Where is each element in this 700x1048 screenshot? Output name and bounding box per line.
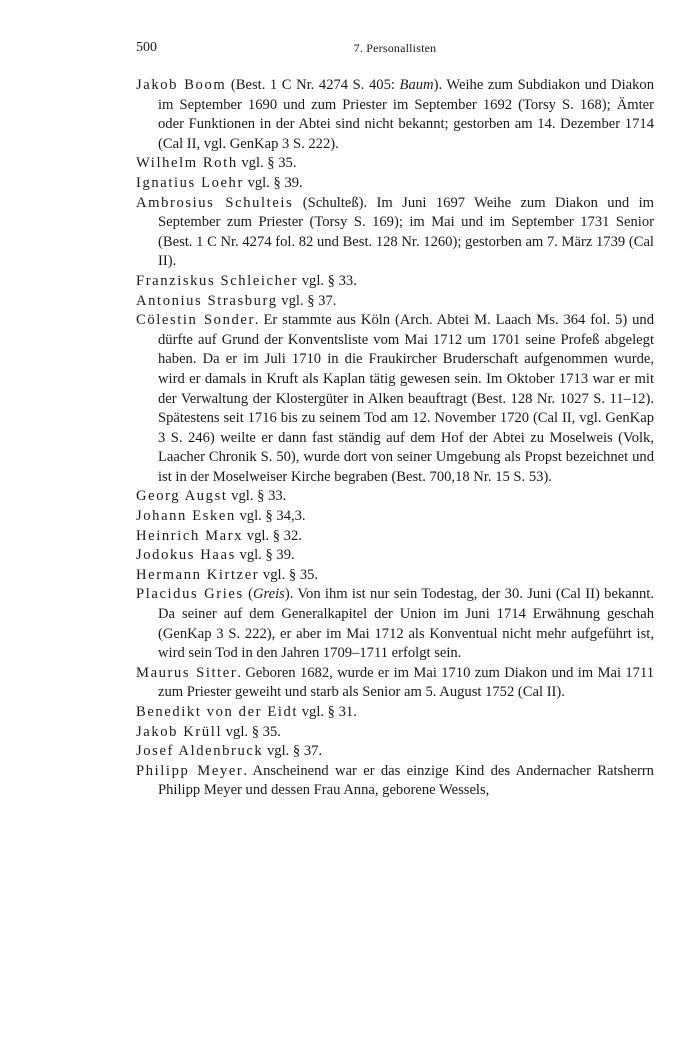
entry-text: ( (243, 586, 253, 603)
entry-text: vgl. § 35. (259, 566, 319, 583)
person-name: Heinrich Marx (136, 527, 244, 544)
person-name: Placidus Gries (136, 586, 244, 603)
person-name: Jakob Krüll (136, 723, 223, 740)
person-name: Ambrosius Schulteis (136, 194, 294, 211)
list-entry (136, 762, 654, 801)
person-name: Jakob Boom (136, 77, 227, 93)
page-number: 500 (136, 40, 157, 55)
entry-text: (Schulteß). Im Juni 1697 Weihe zum Diakon und im September zum Priester (Torsy S. 169); im Mai und im September 1731 Senior (Best. 1 C Nr. 4274 fol. 82 und Best. 128 Nr. 1260); gestorben am 7. März 1739 (Cal II). (158, 194, 654, 270)
entry-text: vgl. § 39. (243, 174, 303, 191)
name-variant: Greis (252, 586, 285, 603)
entry-text: . Er stammte aus Köln (Arch. Abtei M. Laach Ms. 364 fol. 5) und dürfte auf Grund der Konventsliste vom Mai 1712 um 1701 seine Profeß abgelegt haben. Da er im Juli 1710 in die Fraukircher Bruderschaft aufgenommen wurde, wird er damals in Kruft als Kaplan tätig gewesen sein. Im Oktober 1713 war er mit der Verwaltung der Klostergüter in Alken beauftragt (Best. 128 Nr. 1027 S. 11–12). Spätestens seit 1716 bis zu seinem Tod am 12. November 1720 (Cal II, vgl. GenKap 3 S. 246) weilte er dann fast ständig auf dem Hof der Abtei zu Moselweis (Volk, Laacher Chronik S. 50), wurde dort von seiner Umgebung als Propst bezeichnet und ist in der Moselweiser Kirche begraben (Best. 700,18 Nr. 15 S. 53). (158, 312, 654, 485)
entry-text: . Geboren 1682, wurde er im Mai 1710 zum Diakon und im Mai 1711 zum Priester geweiht und starb als Senior am 5. August 1752 (Cal II). (158, 664, 655, 701)
list-entry (136, 566, 654, 586)
list-entry (136, 546, 654, 566)
entry-text: vgl. § 37. (277, 292, 337, 309)
person-name: Benedikt von der Eidt (136, 704, 299, 720)
list-entry (136, 585, 654, 663)
list-entry (136, 742, 654, 762)
person-name: Franziskus Schleicher (136, 272, 299, 289)
page-header (136, 40, 654, 64)
running-head: 7. Personallisten (353, 41, 437, 55)
entry-text: ). Weihe zum Subdiakon und Diakon im September 1690 und zum Priester im September 1692 (Torsy S. 168); Ämter oder Funktionen in der Abtei sind nicht bekannt; gestorben am 14. Dezember 1714 (Cal II, vgl. GenKap 3 S. 222). (158, 77, 655, 152)
entry-text: . Anscheinend war er das einzige Kind des Andernacher Ratsherrn Philipp Meyer und dessen Frau Anna, geborene Wessels, (158, 762, 654, 799)
name-variant: Baum (399, 77, 434, 93)
document-page (136, 40, 654, 801)
person-name: Hermann Kirtzer (136, 566, 260, 583)
entry-text: ). Von ihm ist nur sein Todestag, der 30. Juni (Cal II) bekannt. Da seiner auf dem Generalkapitel der Union im Juni 1714 Erwähnung geschah (GenKap 3 S. 222), er aber im Mai 1712 als Konventual nicht mehr aufgeführt ist, wird sein Tod in den Jahren 1709–1711 erfolgt sein. (158, 586, 654, 662)
list-entry (136, 76, 654, 154)
list-entry (136, 292, 654, 312)
list-entry (136, 527, 654, 547)
entry-text: vgl. § 39. (235, 547, 295, 564)
entry-text: vgl. § 31. (298, 704, 357, 720)
entry-text: vgl. § 35. (237, 155, 297, 172)
list-entry (136, 194, 654, 272)
list-entry (136, 487, 654, 507)
person-name: Maurus Sitter (136, 664, 238, 681)
person-name: Cölestin Sonder (136, 312, 255, 329)
entry-text: vgl. § 37. (263, 743, 323, 760)
list-entry (136, 174, 654, 194)
list-entry (136, 507, 654, 527)
person-name: Philipp Meyer (136, 762, 244, 779)
list-entry (136, 272, 654, 292)
list-entry (136, 154, 654, 174)
person-name: Antonius Strasburg (136, 292, 278, 309)
person-name: Johann Esken (136, 508, 236, 525)
list-entry (136, 703, 654, 723)
list-entry (136, 664, 654, 703)
person-name: Josef Aldenbruck (136, 743, 264, 760)
entry-text: vgl. § 35. (222, 723, 281, 740)
list-entry (136, 723, 654, 743)
list-entry (136, 311, 654, 487)
entry-text: vgl. § 33. (227, 488, 287, 505)
personnel-list (136, 76, 654, 801)
entry-text: vgl. § 33. (298, 272, 357, 289)
person-name: Jodokus Haas (136, 547, 236, 564)
entry-text: (Best. 1 C Nr. 4274 S. 405: (226, 77, 400, 93)
person-name: Georg Augst (136, 488, 228, 505)
entry-text: vgl. § 34,3. (235, 508, 306, 525)
entry-text: vgl. § 32. (243, 527, 302, 544)
person-name: Wilhelm Roth (136, 155, 238, 172)
person-name: Ignatius Loehr (136, 174, 244, 191)
